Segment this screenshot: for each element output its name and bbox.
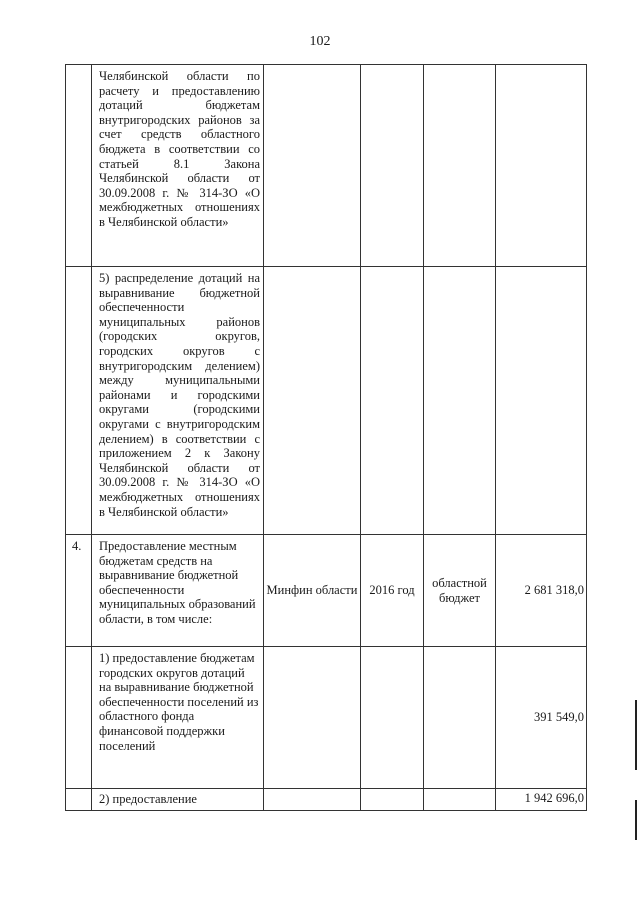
row-description: 5) распределение дотаций на выравнивание бюджетной обеспеченности муниципальных районов (городских округов, городских округов с внутригородским делением) между муниципальными районами и городскими округами (городскими округами с внутригородским делением) в соответствии с приложением 2 к Закону Челябинской области от 30.09.2008 г. № 314-ЗО «О межбюджетных отношениях в Челябинской области» xyxy=(99,271,260,519)
amount-cell xyxy=(496,65,587,267)
table-row xyxy=(66,535,587,647)
year-cell xyxy=(361,267,424,535)
amount-cell xyxy=(496,267,587,535)
table-row xyxy=(66,789,587,811)
row-number-cell xyxy=(66,267,92,535)
year-cell xyxy=(361,65,424,267)
source-cell xyxy=(424,535,496,647)
table-row xyxy=(66,65,587,267)
amount-cell xyxy=(496,647,587,789)
row-executor: Минфин области xyxy=(266,583,358,598)
executor-cell xyxy=(264,789,361,811)
table-row xyxy=(66,267,587,535)
row-amount: 2 681 318,0 xyxy=(524,583,584,598)
row-description: Челябинской области по расчету и предоставлению дотаций бюджетам внутригородских районов за счет средств областного бюджета в соответствии со статьей 8.1 Закона Челябинской области от 30.09.2008 г. № 314-ЗО «О межбюджетных отношениях в Челябинской области» xyxy=(99,69,260,229)
row-number-cell xyxy=(66,789,92,811)
executor-cell xyxy=(264,647,361,789)
year-cell xyxy=(361,647,424,789)
table-row xyxy=(66,647,587,789)
source-cell xyxy=(424,789,496,811)
source-cell xyxy=(424,647,496,789)
source-cell xyxy=(424,267,496,535)
executor-cell xyxy=(264,535,361,647)
row-number-cell xyxy=(66,535,92,647)
row-amount: 1 942 696,0 xyxy=(524,791,584,805)
source-cell xyxy=(424,65,496,267)
description-cell xyxy=(92,65,264,267)
row-description: 2) предоставление xyxy=(99,792,197,806)
year-cell xyxy=(361,789,424,811)
scan-edge-mark xyxy=(635,700,637,770)
description-cell xyxy=(92,647,264,789)
description-cell xyxy=(92,267,264,535)
row-number-cell xyxy=(66,65,92,267)
row-year: 2016 год xyxy=(369,583,415,598)
executor-cell xyxy=(264,65,361,267)
amount-cell xyxy=(496,535,587,647)
description-cell xyxy=(92,535,264,647)
description-cell xyxy=(92,789,264,811)
scan-edge-mark xyxy=(635,800,637,840)
year-cell xyxy=(361,535,424,647)
row-amount: 391 549,0 xyxy=(534,710,584,725)
row-source: областной бюджет xyxy=(432,575,487,605)
amount-cell xyxy=(496,789,587,811)
executor-cell xyxy=(264,267,361,535)
row-description: Предоставление местным бюджетам средств на выравнивание бюджетной обеспеченности муниципальных образований области, в том числе: xyxy=(99,539,256,626)
row-number: 4. xyxy=(72,539,82,553)
row-description: 1) предоставление бюджетам городских округов дотаций на выравнивание бюджетной обеспеченности поселений из областного фонда финансовой поддержки поселений xyxy=(99,651,259,753)
page-number: 102 xyxy=(309,34,331,49)
budget-measures-table xyxy=(65,64,587,811)
row-number-cell xyxy=(66,647,92,789)
